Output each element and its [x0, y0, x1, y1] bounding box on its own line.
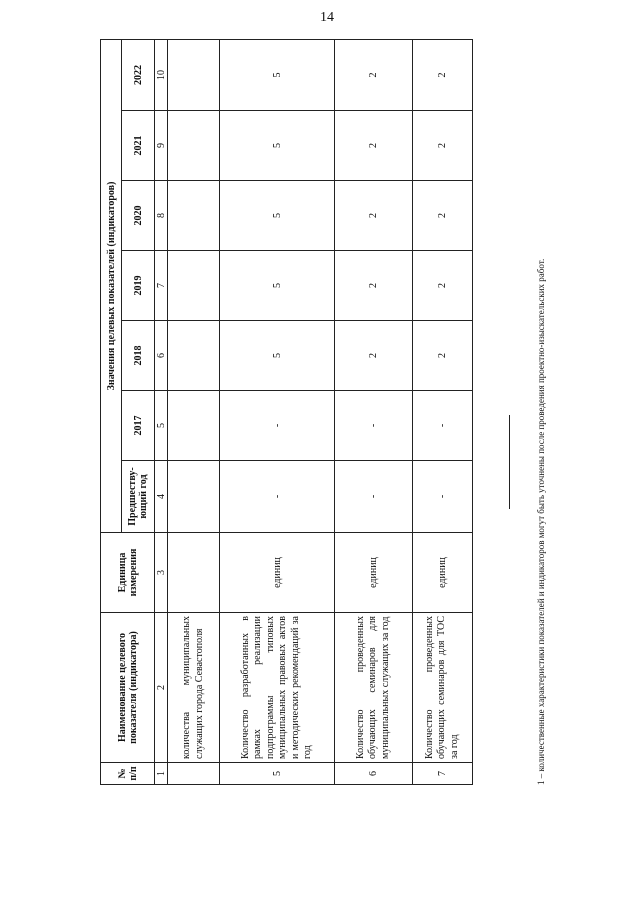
row-value: 2	[413, 181, 473, 251]
table-row	[220, 39, 335, 784]
rotated-content	[100, 40, 555, 785]
header-year: 2019	[122, 251, 155, 321]
row-value: 2	[413, 39, 473, 110]
row-value: 5	[220, 181, 335, 251]
header-prev-year: Предшеству-ющий год	[122, 461, 155, 533]
row-name: Количество проведенных обучающих семинаров для муниципальных служащих за год	[335, 613, 413, 763]
column-number: 8	[155, 181, 168, 251]
column-number: 6	[155, 321, 168, 391]
row-value: 2	[335, 39, 413, 110]
row-value: 2	[413, 251, 473, 321]
row-value	[168, 321, 220, 391]
row-unit: единиц	[413, 533, 473, 613]
page-number: 14	[320, 10, 334, 25]
row-value	[168, 39, 220, 110]
row-value: 5	[220, 39, 335, 110]
row-prev: -	[335, 461, 413, 533]
row-unit	[168, 533, 220, 613]
row-prev: -	[220, 461, 335, 533]
row-value: 2	[413, 321, 473, 391]
column-number: 3	[155, 533, 168, 613]
row-value	[168, 111, 220, 181]
row-value	[168, 251, 220, 321]
row-value: -	[413, 391, 473, 461]
indicators-table	[100, 39, 473, 785]
row-value: 2	[335, 181, 413, 251]
column-number: 5	[155, 391, 168, 461]
row-unit: единиц	[220, 533, 335, 613]
row-value: 2	[335, 111, 413, 181]
header-year: 2017	[122, 391, 155, 461]
column-number: 10	[155, 39, 168, 110]
row-value: -	[335, 391, 413, 461]
row-prev	[168, 461, 220, 533]
header-year: 2021	[122, 111, 155, 181]
header-values-group: Значения целевых показателей (индикаторов)	[101, 39, 122, 532]
row-name: Количество разработанных в рамках реализации подпрограммы типовых муниципальных правовых актов и методических рекомендаций за год	[220, 613, 335, 763]
row-num: 7	[413, 763, 473, 785]
row-value: 5	[220, 251, 335, 321]
row-name: количества муниципальных служащих города Севастополя	[168, 613, 220, 763]
row-value: 2	[335, 251, 413, 321]
header-name: Наименование целевого показателя (индикатора)	[101, 613, 155, 763]
row-value: 5	[220, 111, 335, 181]
column-number: 2	[155, 613, 168, 763]
column-number: 9	[155, 111, 168, 181]
row-num	[168, 763, 220, 785]
row-value: 2	[413, 111, 473, 181]
column-number-row	[155, 39, 168, 784]
row-value: -	[220, 391, 335, 461]
row-prev: -	[413, 461, 473, 533]
row-value: 2	[335, 321, 413, 391]
table-row	[413, 39, 473, 784]
header-unit: Единица измерения	[101, 533, 155, 613]
table-row	[335, 39, 413, 784]
header-year: 2020	[122, 181, 155, 251]
row-value	[168, 391, 220, 461]
column-number: 7	[155, 251, 168, 321]
row-num: 5	[220, 763, 335, 785]
table-row	[168, 39, 220, 784]
column-number: 1	[155, 763, 168, 785]
header-year: 2022	[122, 39, 155, 110]
column-number: 4	[155, 461, 168, 533]
row-name: Количество проведенных обучающих семинаров для ТОС за год	[413, 613, 473, 763]
row-num: 6	[335, 763, 413, 785]
header-year: 2018	[122, 321, 155, 391]
row-value: 5	[220, 321, 335, 391]
separator-line	[509, 415, 510, 509]
header-num: № п/п	[101, 763, 155, 785]
row-value	[168, 181, 220, 251]
row-unit: единиц	[335, 533, 413, 613]
footnote: 1 – количественные характеристики показателей и индикаторов могут быть уточнены после проведения проектно-изыскательских работ.	[536, 258, 546, 785]
